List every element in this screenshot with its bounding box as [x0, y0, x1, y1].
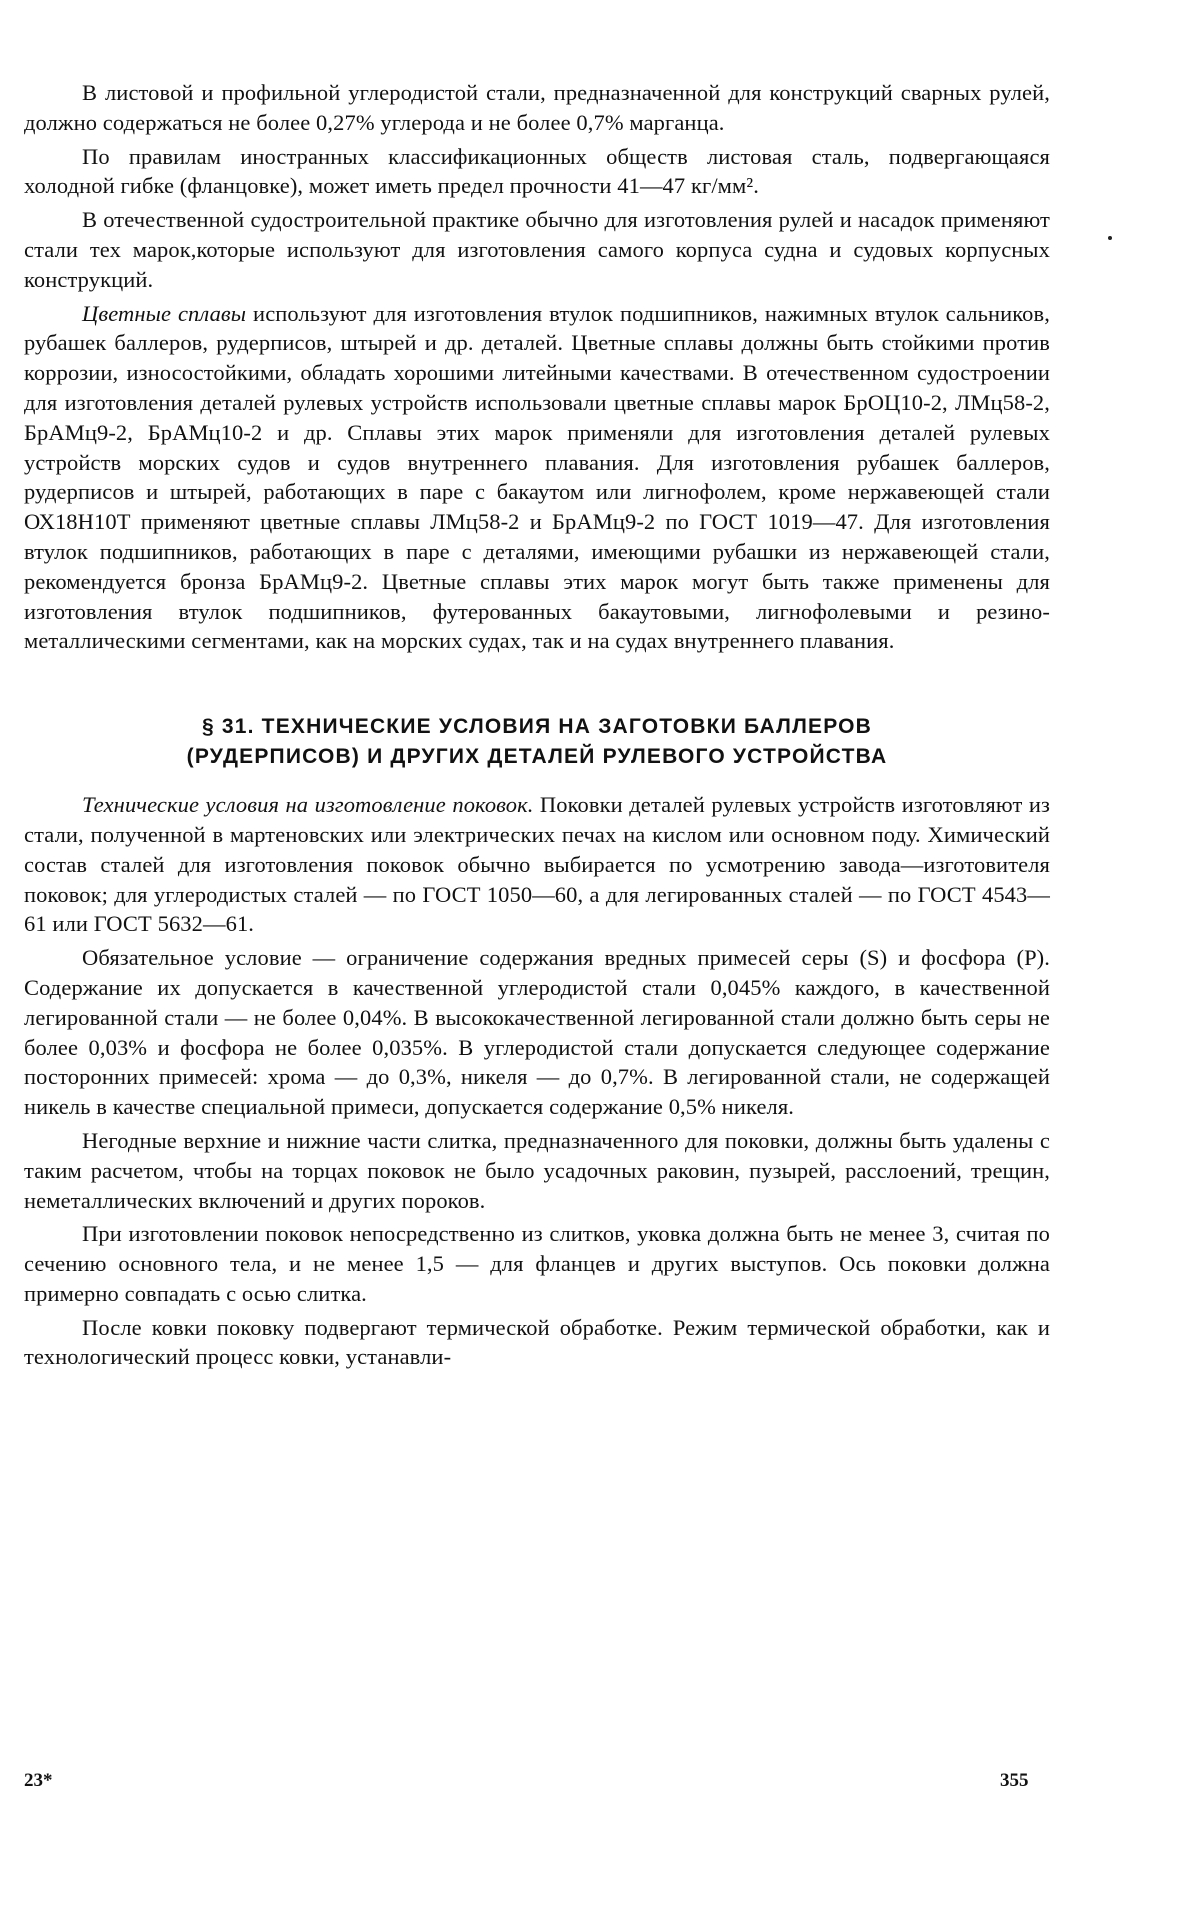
section-heading-line-2: (РУДЕРПИСОВ) И ДРУГИХ ДЕТАЛЕЙ РУЛЕВОГО УСТРОЙСТВА: [186, 745, 888, 769]
paragraph-ingot-defects: Негодные верхние и нижние части слитка, предназначенного для поковки, должны быть удалены с таким расчетом, чтобы на торцах поковок не было усадочных раковин, пузырей, расслоений, трещин, неметаллических включений и других пороков.: [24, 1127, 1050, 1213]
signature-mark: 23*: [24, 1770, 53, 1791]
paragraph-body: используют для изготовления втулок подшипников, нажимных втулок сальников, рубашек баллеров, рудерписов, штырей и др. деталей. Цветные сплавы должны быть стойкими против коррозии, износостойкими, обладать хорошими литейными качествами. В отечественном судостроении для изготовления деталей рулевых устройств использовали цветные сплавы марок БрОЦ10-2, ЛМц58-2, БрАМц9-2, БрАМц10-2 и др. Сплавы этих марок применяли для изготовления деталей рулевых устройств морских судов и судов внутреннего плавания. Для изготовления рубашек баллеров, рудерписов и штырей, работающих в паре с бакаутом или лигнофолем, кроме нержавеющей стали ОХ18Н10Т применяют цветные сплавы ЛМц58-2 и БрАМц9-2 по ГОСТ 1019—47. Для изготовления втулок подшипников, работающих в паре с деталями, имеющими рубашки из нержавеющей стали, рекомендуется бронза БрАМц9-2. Цветные сплавы этих марок могут быть также применены для изготовления втулок подшипников, футерованных бакаутовыми, лигнофолевыми и резино-металлическими сегментами, как на морских судах, так и на судах внутреннего плавания.: [24, 300, 1050, 654]
paragraph-lead-italic: Цветные сплавы: [82, 300, 247, 326]
paragraph-foreign-rules: По правилам иностранных классификационных обществ листовая сталь, подвергающаяся холодной гибке (фланцовке), может иметь предел прочности 41—47 кг/мм².: [24, 143, 1050, 199]
margin-mark: [1108, 236, 1112, 240]
paragraph-forging-ratio: При изготовлении поковок непосредственно из слитков, уковка должна быть не менее 3, считая по сечению основного тела, и не менее 1,5 — для фланцев и других выступов. Ось поковки должна примерно совпадать с осью слитка.: [24, 1221, 1050, 1306]
page-number: 355: [1000, 1770, 1029, 1791]
section-heading-line-1: § 31. ТЕХНИЧЕСКИЕ УСЛОВИЯ НА ЗАГОТОВКИ БАЛЛЕРОВ: [201, 715, 873, 739]
paragraph-domestic-practice: В отечественной судостроительной практике обычно для изготовления рулей и насадок применяют стали тех марок,которые используют для изготовления самого корпуса судна и судовых корпусных конструкций.: [24, 207, 1050, 292]
paragraph-impurities: Обязательное условие — ограничение содержания вредных примесей серы (S) и фосфора (P). Содержание их допускается в качественной углеродистой стали 0,045% каждого, в качественной легированной стали — не более 0,04%. В высококачественной легированной стали должно быть серы не более 0,03% и фосфора не более 0,035%. В углеродистой стали допускается следующее содержание посторонних примесей: хрома — до 0,3%, никеля — до 0,7%. В легированной стали, не содержащей никель в качестве специальной примеси, допускается содержание 0,5% никеля.: [24, 945, 1050, 1120]
section-heading: [24, 712, 1050, 772]
paragraph-nonferrous-alloys: [24, 299, 1050, 657]
paragraph-lead-italic: Технические условия на изготовление поковок.: [82, 792, 534, 818]
paragraph-steel-carbon: В листовой и профильной углеродистой стали, предназначенной для конструкций сварных рулей, должно содержаться не более 0,27% углерода и не более 0,7% марганца.: [24, 80, 1050, 135]
paragraph-heat-treatment: После ковки поковку подвергают термической обработке. Режим термической обработки, как и технологический процесс ковки, устанавли-: [24, 1314, 1050, 1370]
paragraph-forging-conditions: [24, 790, 1050, 939]
page-content: [24, 78, 1050, 1376]
paragraph-body: Поковки деталей рулевых устройств изготовляют из стали, полученной в мартеновских или электрических печах на кислом или основном поду. Химический состав сталей для изготовления поковок обычно выбирается по усмотрению завода—изготовителя поковок; для углеродистых сталей — по ГОСТ 1050—60, а для легированных сталей — по ГОСТ 4543—61 или ГОСТ 5632—61.: [24, 792, 1050, 937]
